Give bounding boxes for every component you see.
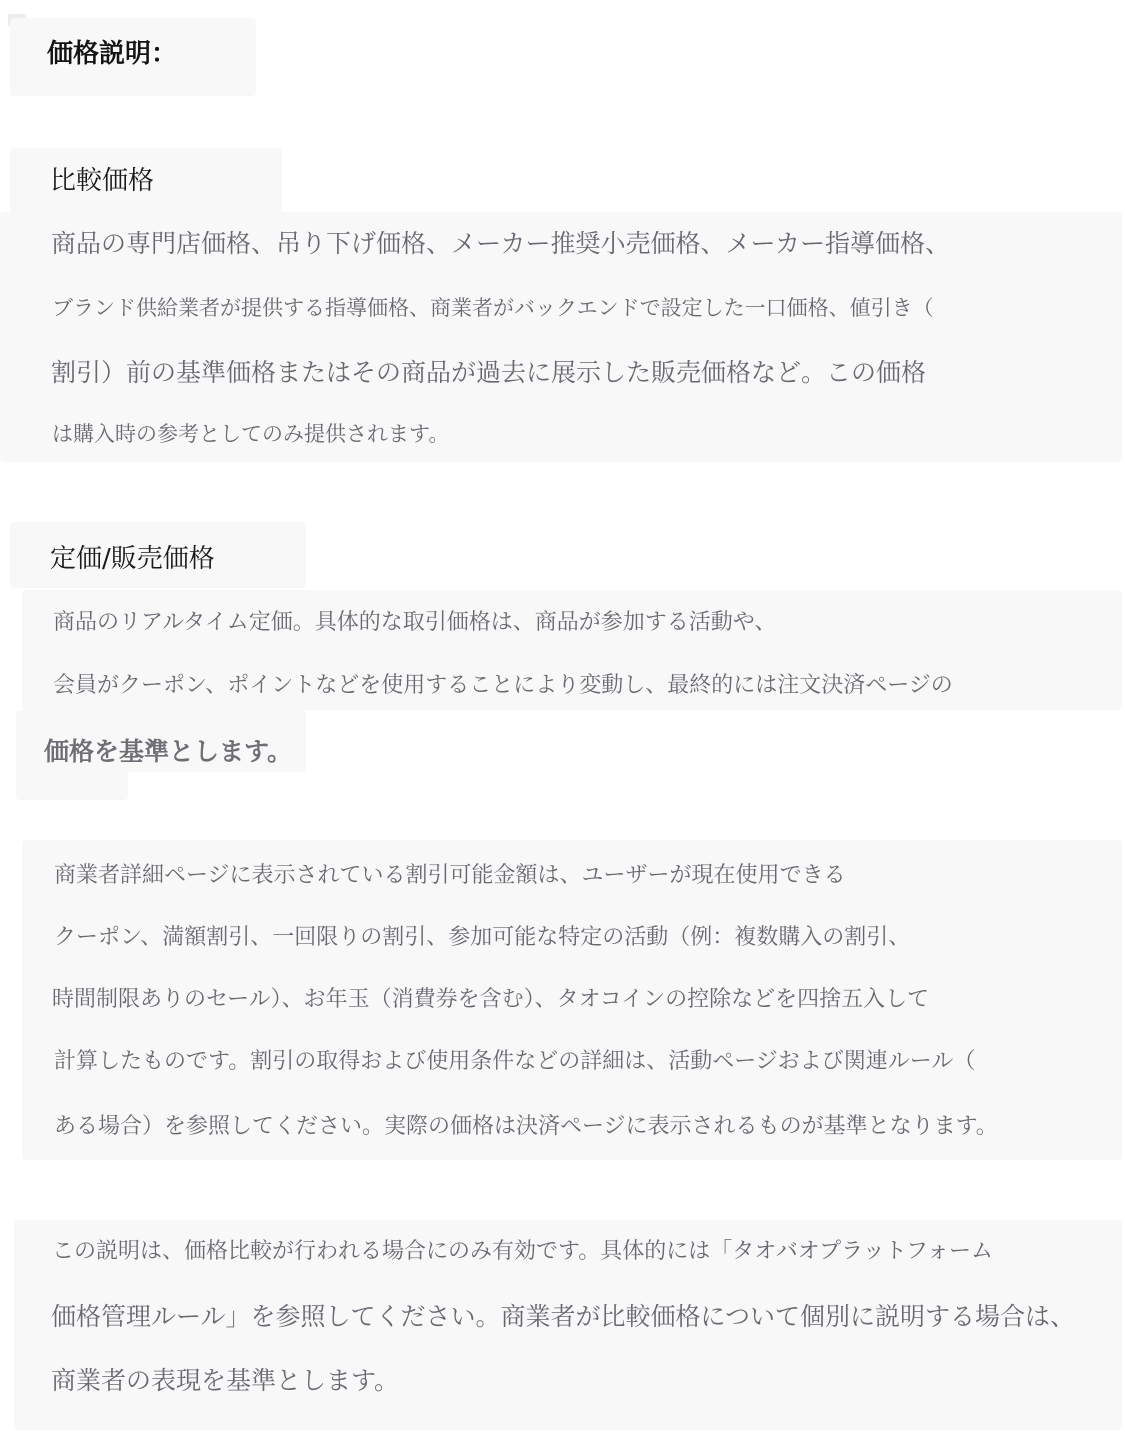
section-heading: 比較価格 — [50, 166, 155, 196]
note-line: 価格管理ルール」を参照してください。商業者が比較価格について個別に説明する場合は、 — [51, 1302, 1076, 1331]
page-title: 価格説明： — [47, 39, 178, 69]
body-line: 商品のリアルタイム定価。具体的な取引価格は、商品が参加する活動や、 — [53, 610, 777, 635]
discount-line: クーポン、満額割引、一回限りの割引、参加可能な特定の活動（例：複数購入の割引、 — [54, 925, 911, 950]
section-heading: 定価/販売価格 — [50, 544, 215, 574]
body-line: 割引）前の基準価格またはその商品が過去に展示した販売価格など。この価格 — [51, 358, 927, 387]
discount-line: ある場合）を参照してください。実際の価格は決済ページに表示されるものが基準となります。 — [54, 1114, 998, 1139]
discount-line: 商業者詳細ページに表示されている割引可能金額は、ユーザーが現在使用できる — [54, 863, 846, 888]
note-line: 商業者の表現を基準とします。 — [51, 1366, 400, 1395]
body-line: 会員がクーポン、ポイントなどを使用することにより変動し、最終的には注文決済ページの — [53, 673, 953, 698]
body-line: 商品の専門店価格、吊り下げ価格、メーカー推奨小売価格、メーカー指導価格、 — [51, 229, 951, 258]
section-2-tail-block — [16, 770, 128, 800]
body-line: ブランド供給業者が提供する指導価格、商業者がバックエンドで設定した一口価格、値引き（ — [52, 296, 934, 320]
discount-line: 時間制限ありのセール）、お年玉（消費券を含む）、タオコインの控除などを四捨五入して — [52, 987, 930, 1012]
discount-line: 計算したものです。割引の取得および使用条件などの詳細は、活動ページおよび関連ルール（ — [54, 1049, 976, 1074]
body-line-emphasis: 価格を基準とします。 — [44, 737, 293, 766]
body-line: は購入時の参考としてのみ提供されます。 — [52, 422, 450, 446]
note-line: この説明は、価格比較が行われる場合にのみ有効です。具体的には「タオバオプラットフォーム — [52, 1239, 993, 1264]
